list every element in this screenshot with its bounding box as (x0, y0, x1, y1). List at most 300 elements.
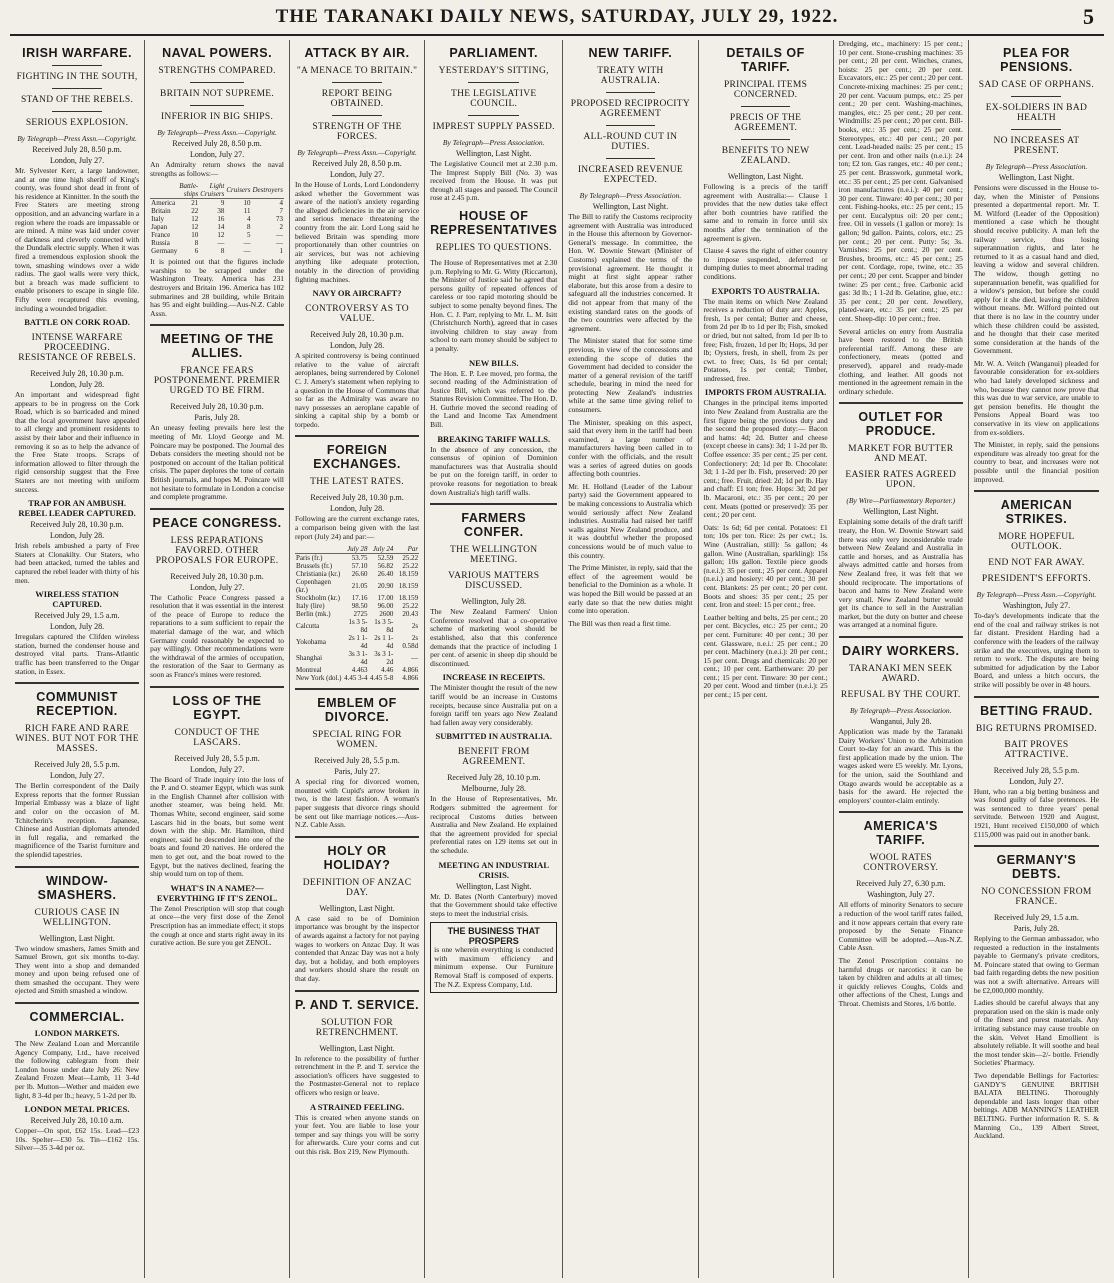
table-cell: 4.45 5-8 (370, 674, 394, 683)
received-line: Received July 28, 5.5 p.m. (174, 753, 260, 763)
dateline: Wellington, Last Night. (319, 903, 395, 913)
article-body: Mr. W. A. Veitch (Wanganui) pleaded for favourable consideration for ex-soldiers who had lately developed sickness and who, because they cannot now prove that this was due to war service, are unable to get pension benefits. He thought the Pensions Appeal Board was too conservative in its view on applications from ex-soldiers. (973, 358, 1099, 437)
article-body: A spirited controversy is being continued relative to the value of aircraft aeroplanes, being surrendered by Colonel C. J. Amery's statement when replying to a question in the House of Commons that so far as the Admiralty was aware no navy possesses an aeroplane capable of sinking a capital ship by a bomb or torpedo. (294, 351, 420, 429)
table-cell: 4.45 3-4 (344, 674, 368, 683)
table-cell: 2s 0.58d (402, 634, 419, 651)
table-header-row (295, 545, 419, 554)
advertisement-body: This is created when anyone stands on your feet. You are liable to lose your temper and say things you will be sorry for afterwards. Cure your corns and cut out this risk. Box 219, New Plymouth. (294, 1112, 420, 1156)
table-cell: 2s 1 1-4d (374, 634, 394, 651)
subheading: BREAKING TARIFF WALLS. (437, 433, 551, 444)
subheading: SUBMITTED IN AUSTRALIA. (435, 731, 552, 742)
table-row (295, 594, 419, 602)
headline-betting-fraud: BETTING FRAUD. (980, 703, 1093, 718)
table-cell: America (151, 199, 176, 208)
table-cell: Britain (151, 207, 171, 216)
advertisement-body: Ladies should be careful always that any preparation used on the skin is made only of the finest and purest materials. Any irritating substance may cause trouble on the skin. Velvet Hand Emollient is absolutely reliable. It will soothe and heal the most tender skin—2/- bottle. Friendly Societies' Pharmacy. (973, 998, 1099, 1068)
deck: EASIER RATES AGREED UPON. (845, 470, 957, 491)
table-row (150, 199, 284, 208)
divider (606, 158, 656, 159)
headline-loss-of-egypt: LOSS OF THE EGYPT. (172, 693, 262, 722)
advertisement-heading: A STRAINED FEELING. (309, 1101, 405, 1112)
divider (150, 508, 284, 510)
table-row (295, 554, 419, 563)
table-row (295, 666, 419, 674)
deck: THE LEGISLATIVE COUNCIL. (450, 89, 537, 109)
divider (741, 106, 791, 107)
table-row (295, 578, 419, 594)
dateline: Paris, July 27. (334, 767, 380, 777)
divider (295, 688, 419, 690)
article-body: The Minister stated that for some time previous, in view of the concessions and extending the scope of duties the Government had decided to consider the matter of a general revision of the tariff schedule, bearing in mind the need for protecting New Zealand's industries while at the same time giving relief to consumers. (568, 336, 693, 415)
article-body: Copper—On spot, £62 15s. Lead—£23 10s. Spelter—£30 5s. Tin—£162 15s. Silver—35 3-4d per oz. (15, 1126, 140, 1153)
byline: By Telegraph—Press Assn.—Copyright. (297, 148, 417, 157)
advertisement-body: is one wherein everything is conducted with maximum efficiency and minimum expense. Our Furniture Removal Staff is composed of experts. The N.Z. Express Company, Ltd. (434, 945, 554, 989)
table-header-cell (150, 182, 178, 199)
deck: REPLIES TO QUESTIONS. (435, 242, 552, 253)
dateline: Wellington, Last Night. (319, 1043, 395, 1053)
article-body: Application was made by the Taranaki Dairy Workers' Union to the Arbitration Court to-day for an award. This is the first application made by the union. The wages asked were £5 weekly. Mr. Lyons, for the union, said the Southland and Otago awards would be acceptable as a basis for the award. He rejected the employers' counter-claim entirely. (838, 727, 963, 805)
table-cell: Paris (fr.) (295, 554, 323, 563)
received-line: Received July 28, 10.30 p.m. (170, 571, 264, 581)
deck: BIG RETURNS PROMISED. (975, 723, 1097, 734)
dateline: London, July 27. (189, 150, 245, 159)
received-line: Received July 28, 10.30 p.m. (170, 402, 264, 412)
article-body: In the House of Lords, Lord Londonderry asked whether the Government was aware of the nation's anxiety regarding the alleged deficiencies in the air service and serious menace threatening the country from the air. Lord Long said he believed Britain was spending more proportionately than other countries on air services, but was not achieving anything like adequate protection, notably in the direction of providing fighting machines. (294, 180, 420, 284)
article-body: An important and widespread fight appears to be in progress on the Cork Road, which is so barricaded and mined that the local government have appealed to all clergy and prominent residents to assist by their labor and their influence in removing it so as to help the advance of the Free State troops. Scraps of information allowed to filter through the rigid censorship suggest that the Free Staters are not meeting with uniform success. (15, 390, 140, 494)
article-body: The Minister thought the result of the new tariff would be an increase in Customs receipts, because since Australia put on a foreign tariff ten years ago New Zealand had fallen away very considerably. (430, 683, 558, 727)
table-row (150, 231, 284, 239)
deck: REFUSAL BY THE COURT. (840, 690, 961, 701)
table-cell: 53.75 (351, 554, 368, 563)
table-cell: 12 (191, 223, 199, 232)
masthead-title: THE TARANAKI DAILY NEWS, SATURDAY, JULY 29, 1922. (275, 6, 839, 27)
dateline: London, July 27. (49, 156, 105, 165)
deck: YESTERDAY'S SITTING, (438, 66, 549, 76)
table-cell: Germany (151, 247, 178, 256)
table-header-cell: Light Cruisers (200, 182, 225, 199)
article-body: The Catholic Peace Congress passed a resolution that it was essential in the interest of the peace of Europe to reduce the reparations to a sum sufficient to repair the material damage of the war, and which Germany could reasonably be expected to pay willingly. Other recommendations were the withdrawal of the armies of occupation, the restoration of the Saar to Germany as soon as France's mines were restored. (150, 592, 284, 680)
article-body: Mr. D. Bates (North Canterbury) moved that the Government should take effective steps to meet the industrial crisis. (430, 891, 558, 918)
dateline: London, July 27. (189, 764, 245, 774)
subheading: WIRELESS STATION CAPTURED. (35, 589, 119, 610)
column-6 (699, 40, 834, 1278)
table-cell: 52.59 (377, 554, 394, 563)
received-line: Received July 28, 5.5 p.m. (993, 765, 1080, 775)
table-cell: — (411, 654, 419, 663)
table-row (150, 223, 284, 231)
dateline: Washington, July 27. (1002, 601, 1071, 611)
deck: CONDUCT OF THE LASCARS. (174, 727, 260, 748)
divider (974, 845, 1099, 847)
dateline: Wellington, Last Night. (727, 172, 804, 181)
article-body: Irish rebels ambushed a party of Free Staters at Clonakilty. Our Staters, who had been attacked, turned the tables and captured the rebel leader with thirty of his men. (15, 541, 140, 585)
table-cell: 2s 1 1-4d (348, 634, 368, 651)
article-body: Following is a precis of the tariff agreement with Australia:— Clause 1 provides that the new duties take effect after both countries have ratified the same and to remain in force until six months after the termination of the agreement is given. (703, 182, 828, 243)
dateline: London, July 27. (49, 771, 105, 781)
headline-holy-or-holiday: HOLY OR HOLIDAY? (323, 843, 391, 872)
dateline: Paris, July 28. (194, 413, 240, 423)
table-cell: 25.22 (402, 554, 419, 563)
deck: INFERIOR IN BIG SHIPS. (160, 112, 274, 122)
deck: PRESIDENT'S EFFORTS. (981, 574, 1091, 585)
table-cell: 2 (279, 223, 283, 232)
headline-emblem-of-divorce: EMBLEM OF DIVORCE. (317, 696, 397, 725)
received-line: Received July 28, 8.50 p.m. (312, 159, 402, 168)
headline-details-of-tariff: DETAILS OF TARIFF. (726, 46, 805, 74)
table-cell: Berlin (mk.) (295, 610, 331, 619)
table-cell: 8 (247, 223, 251, 232)
byline: By Telegraph—Press Association. (442, 138, 545, 147)
table-row (295, 562, 419, 570)
subheading: NAVY OR AIRCRAFT? (312, 288, 402, 299)
table-cell: 11 (243, 207, 251, 216)
table-row (295, 618, 419, 634)
received-line: Received July 28, 10.10 a.m. (30, 1116, 124, 1126)
dateline: Wellington, July 28. (461, 597, 527, 607)
page-number: 5 (1083, 4, 1094, 29)
dateline: London, July 27. (329, 170, 385, 179)
table-row (295, 674, 419, 682)
byline: By Telegraph—Press Association. (849, 706, 952, 716)
table-cell: 4.46 (381, 666, 394, 675)
subheading: LONDON METAL PRICES. (24, 1104, 130, 1115)
deck: PROPOSED RECIPROCITY AGREEMENT (570, 99, 691, 119)
table-cell: Italy (151, 215, 164, 224)
divider (15, 682, 139, 684)
article-body: Several articles on entry from Australia have been restored to the British preferential tariff. Among these are confectionery, meats (potted and preserved), apparel and ready-made clothing, and leather. All goods not mentioned in the agreement remain in the ordinary schedule. (838, 326, 963, 396)
table-cell: New York (dol.) (295, 674, 342, 683)
dateline: Wellington, Last Night. (39, 933, 115, 943)
headline-communist-reception: COMMUNIST RECEPTION. (36, 690, 118, 719)
table-cell: Stockholm (kr.) (295, 594, 340, 603)
subheading: NEW BILLS. (469, 357, 519, 368)
divider (150, 324, 284, 326)
table-cell: 4.866 (402, 666, 419, 675)
article-body: In the absence of any concession, the consensus of opinion of Dominion manufacturers was that Australia should be put on the foreign tariff, in order to provoke reasons for negotiation to break down Australia's high tariff walls. (430, 444, 558, 497)
table-cell: France (151, 231, 171, 240)
article-body: It is pointed out that the figures include warships to be scrapped under the Washington Treaty. America has 231 destroyers and Britain 196. America has 102 submarines and 28 building, while Britain has 95 and eight building.—Aus-N.Z. Cable Assn. (150, 257, 284, 318)
subheading: IMPORTS FROM AUSTRALIA. (704, 387, 827, 398)
table-row (150, 215, 284, 223)
article-body: All efforts of minority Senators to secure a reduction of the wool tariff rates failed, and it now appears certain that every rate proposed by the Senate Finance Committee will be adopted.—Aus-N.Z. Cable Assn. (838, 900, 963, 953)
table-cell: 12 (191, 215, 199, 224)
deck: STAND OF THE REBELS. (20, 95, 134, 105)
table-cell: 10 (191, 231, 199, 240)
deck: SAD CASE OF ORPHANS. (978, 80, 1095, 90)
table-cell: 25.22 (402, 562, 419, 571)
headline-americas-tariff: AMERICA'S TARIFF. (863, 819, 938, 848)
columns (10, 40, 1104, 1278)
table-cell: — (243, 247, 251, 256)
table-row (295, 634, 419, 650)
article-body: Oats: 1s 6d; 6d per cental. Potatoes: £1 ton; 10s per ton. Rice: 2s per cwt.; 1s. Wine (Australian, still): 5s gallon; 4s gallon. Wine (Australian, sparkling): 15s gallon; 10s gallon. Textile piece goods (n.e.i.): 35 per cent.; 25 per cent. Apparel (n.e.i.) and hosiery: 40 per cent.; 30 per cent. Blankets: 25 per cent.; 20 per cent. Boots and shoes: 35 per cent.; 25 per cent. Iron and steel: 15 per cent.; free. (703, 522, 828, 610)
table-row (150, 247, 284, 255)
column-1 (10, 40, 145, 1278)
table-cell: 5 (247, 231, 251, 240)
article-body: The Hon. E. P. Lee moved, pro forma, the second reading of the Administration of Justice Bill, which was referred to the Statutes Revision Committee. The Hon. D. H. Guthrie moved the second reading of the Land and Income Tax Amendment Bill. (430, 368, 558, 430)
received-line: Received July 28, 10.30 p.m. (30, 520, 124, 530)
table-cell: 1 (279, 247, 283, 256)
deck: PRECIS OF THE AGREEMENT. (729, 113, 802, 133)
dateline: Paris, July 28. (1013, 924, 1060, 934)
table-cell: 21 (191, 199, 199, 208)
table-cell: 26.60 (351, 570, 368, 579)
table-cell: 56.82 (377, 562, 394, 571)
divider (468, 115, 519, 116)
headline-naval-powers: NAVAL POWERS. (162, 46, 273, 60)
column-3 (290, 40, 425, 1278)
table-cell: 21.05 (351, 582, 368, 591)
article-body: The New Zealand Farmers' Union Conference resolved that a co-operative scheme of marketing wool should be established, also that this conference demands that the practice of including 1 per cent. of arsenic in sheep dip should be discontinued. (430, 607, 558, 668)
subheading: BATTLE ON CORK ROAD. (24, 317, 130, 328)
deck: INCREASED REVENUE EXPECTED. (577, 165, 683, 185)
table-cell: 8 (194, 239, 199, 248)
divider (974, 490, 1099, 492)
table-cell: 7 (279, 207, 283, 216)
byline: By Telegraph—Press Association. (985, 162, 1088, 171)
column-2 (145, 40, 290, 1278)
table-row (295, 610, 419, 618)
deck: THE WELLINGTON MEETING. (449, 545, 538, 566)
advertisement-heading: THE BUSINESS THAT PROSPERS (447, 926, 540, 947)
table-cell: 18.159 (398, 570, 419, 579)
divider (332, 115, 382, 116)
exchange-rates-table (295, 545, 419, 682)
deck: CONTROVERSY AS TO VALUE. (305, 304, 409, 325)
divider (52, 111, 102, 112)
received-line: Received July 28, 5.5 p.m. (314, 756, 400, 766)
divider (15, 866, 139, 868)
article-body: The Legislative Council met at 2.30 p.m. The Imprest Supply Bill (No. 3) was received from the House. It was put through all stages and passed. The Council rose at 2.45 p.m. (430, 159, 558, 203)
table-header-cell (295, 545, 343, 554)
subheading: EXPORTS TO AUSTRALIA. (711, 285, 820, 296)
table-header-cell: Destroyers (252, 182, 284, 199)
deck: INTENSE WARFARE PROCEEDING. RESISTANCE OF REBELS. (18, 333, 136, 364)
article-body: A special ring for divorced women, mounted with Cupid's arrow broken in two, is the latest fashion. A woman's paper suggests that divorce rings should be sent out like marriage notices.—Aus-N.Z. Cable Assn. (294, 777, 420, 830)
advertisement-body: Two dependable Bellings for Factories: GANDY'S GENUINE BRITISH BALATA BELTING. Thoroughly dependable and lasts longer than other beltings. ADB MANNING'S LEATHER BELTING. Further information R. S. & Manning Co., 139 Albert Street, Auckland. (973, 1071, 1099, 1141)
byline: By Telegraph—Press Assn.—Copyright. (17, 134, 137, 143)
byline: By Telegraph—Press Association. (579, 191, 682, 200)
table-cell: 17.00 (377, 594, 394, 603)
table-cell: Italy (lire) (295, 602, 325, 611)
table-cell: 17.16 (351, 594, 368, 603)
table-cell: Yokohama (295, 638, 326, 647)
divider (52, 88, 102, 89)
deck: BAIT PROVES ATTRACTIVE. (1004, 739, 1069, 760)
table-header-cell: July 28 (343, 545, 369, 554)
subheading: MEETING AN INDUSTRIAL CRISIS. (438, 859, 549, 880)
article-body: Irregulars captured the Clifden wireless station, burned the condenser house and destroyed vital parts. Trans-Atlantic traffic has been transferred to the Ongar station, in Essex. (15, 632, 140, 676)
deck: "A MENACE TO BRITAIN." (296, 66, 418, 76)
dateline: London, July 28. (329, 341, 385, 351)
advertisement-body: The Zenol Prescription contains no harmful drugs or narcotics: it can be taken by children and adults at all times; it quickly relieves Coughs, Colds and other affections of the Chest, Lungs and Throat. Chemists and Stores, 1/6 bottle. (838, 955, 963, 1008)
divider (974, 696, 1099, 698)
article-body: In reference to the possibility of further retrenchment in the P. and T. service the association's officers have suggested to the Postmaster-General not to replace officers who resign or leave. (294, 1053, 420, 1097)
received-line: Received July 29, 1.5 a.m. (34, 611, 120, 621)
headline-plea-for-pensions: PLEA FOR PENSIONS. (1000, 46, 1073, 74)
subheading: TRAP FOR AN AMBUSH. REBEL LEADER CAPTURED. (18, 498, 136, 519)
table-cell: 2600 (379, 610, 394, 619)
article-body: The Bill was then read a first time. (568, 618, 671, 628)
divider (468, 82, 519, 83)
table-cell: — (243, 239, 251, 248)
table-cell: 14 (217, 223, 225, 232)
article-body: Dredging, etc., machinery: 15 per cent.; 10 per cent. Stone-crushing machines: 35 per cent.; 20 per cent. Winches, cranes, hoists: 25 per cent.; 20 per cent. Excavators, etc.: 25 per cent.; 20 per cent. Concrete-mixing machines: 25 per cent.; 20 per cent. Vacuum pumps, etc.: 25 per cent.; 20 per cent. Washing-machines, mangles, etc.: 25 per cent.; 20 per cent. Windmills: 25 per cent.; 20 per cent. Bill-books, etc.: 35 per cent.; 25 per cent. Stereotypes, etc.: 40 per cent.; 20 per cent. Lead-headed nails: 25 per cent.; 15 per cent. Iron and other nails (n.e.i.): 24 ton; £2 ton. Gas ranges, etc.: 40 per cent.; 25 per cent. Brasswork, gunmetal work, etc.: 35 per cent.; 25 per cent. Galvanised iron manufactures (n.e.i.): 40 per cent.; 30 per cent. Tinware: 40 per cent.; 30 per cent. Fishing-hooks, etc.: 25 per cent.; 15 per cent. Eucalyptus oil: 20 per cent.; free. Oil in vessels (1 gallon or more): 1s gallon; 9d gallon. Paints, colors, etc.: 25 per cent.; 20 per cent. Putty: 5s; 3s. Varnishes: 25 per cent.; 20 per cent. Brushes, brooms, etc.: 45 per cent.; 25 per cent. Cordage, rope, twine, etc.: 35 per cent.; 20 per cent. Scapper and binder twine: 25 per cent.; free. Carbonic acid gas: 3d lb.; 1 1-2d lb. Gelatine, glue, etc.: 35 per cent.; 20 per cent. Jewellery, plated-ware, etc.: 35 per cent.; 25 per cent. Sheep-dip: 10 per cent.; free. (838, 39, 963, 323)
article-body: Hunt, who ran a big betting business and was found guilty of false pretences. He was sentenced to three years' penal servitude. Between 1920 and August, 1921, Hunt received £150,000 of which £115,000 was paid out in another bank. (973, 786, 1099, 839)
table-cell: 4 (247, 215, 251, 224)
article-body: In the House of Representatives, Mr. Rodgers submitted the agreement for reciprocal Customs duties between Australia and New Zealand. He explained that the agreement provided for special preferential rates on 129 items set out in the schedule. (430, 794, 558, 855)
table-cell: Copenhagen (kr.) (295, 578, 331, 595)
masthead (10, 4, 1104, 36)
article-body: Replying to the German ambassador, who requested a reduction in the instalments payable to Germany's private creditors, M. Poincare stated that owing to German bad faith regarding debts the new position was not a swift alternative. Arrears will be £2,000,000 monthly. (973, 934, 1099, 995)
headline-meeting-of-allies: MEETING OF THE ALLIES. (160, 332, 274, 361)
column-8 (969, 40, 1104, 1278)
received-line: Received July 28, 10.30 p.m. (310, 330, 404, 340)
article-body: The Bill to ratify the Customs reciprocity agreement with Australia was introduced in the House this afternoon by Governor-General's message. In committee, the Hon. W. Downie Stewart (Minister of Customs) explained the terms of the provisional agreement. He thought it might at first sight appear rather elaborate, but this arose from a desire to safeguard all the industries concerned. It did not appear from that many of the existing standard rates on the goods of the two countries were affected by the agreement. (568, 212, 693, 333)
headline-american-strikes: AMERICAN STRIKES. (1000, 498, 1073, 527)
table-cell: 2725 (353, 610, 368, 619)
headline-commercial: COMMERCIAL. (29, 1010, 125, 1025)
article-body: The New Zealand Loan and Mercantile Agency Company, Ltd., have received the following cablegram from their London house under date July 26: New Zealand Frozen Meat—Lamb, 11 3-4d per lb. Mutton—Wether and maiden ewe light, 8 3-4d per lb.; heavy, 5 1-2d per lb. (15, 1039, 140, 1100)
table-cell: Russia (151, 239, 170, 248)
table-header-cell: Battle-ships (179, 182, 199, 199)
subheading: LONDON MARKETS. (34, 1028, 120, 1039)
dateline: Wanganui, July 28. (869, 717, 932, 727)
deck: BENEFIT FROM AGREEMENT. (457, 747, 530, 768)
deck: STRENGTH OF THE FORCES. (312, 122, 402, 142)
divider (606, 125, 656, 126)
article-body: Leather belting and belts, 25 per cent.; 20 per cent. Bicycles, etc.: 25 per cent.; 20 per cent. Furniture: 40 per cent.; 30 per cent. Glassware, n.e.i.: 25 per cent.; 20 per cent. Machinery (n.e.i.): 20 per cent.; 15 per cent. Drugs and chemicals: 20 per cent.; 10 per cent. Earthenware: 20 per cent.; 15 per cent. Tinware: 30 per cent.; 20 per cent. Wood and timber (n.e.i.): 25 per cent.; 15 per cent. (703, 612, 828, 700)
table-cell: 57.10 (351, 562, 368, 571)
headline-foreign-exchanges: FOREIGN EXCHANGES. (313, 443, 401, 472)
dateline: Melbourne, July 28. (461, 784, 526, 794)
headline-peace-congress: PEACE CONGRESS. (152, 515, 282, 530)
subheading: INCREASE IN RECEIPTS. (442, 672, 545, 683)
article-body: Following are the current exchange rates, a comparison being given with the last report (July 24) and par:— (294, 514, 420, 541)
table-cell: 6 (194, 247, 199, 256)
received-line: Received July 29, 1.5 a.m. (993, 913, 1079, 923)
deck: FRANCE FEARS POSTPONEMENT. PREMIER URGED TO BE FIRM. (153, 366, 281, 397)
article-body: The Prime Minister, in reply, said that the effect of the agreement would be beneficial to the Dominion as a whole. It was hoped the Bill would be passed at an early date so that the new duties might come into operation. (568, 563, 693, 616)
article-body: Two window smashers, James Smith and Samuel Brown, got six months to-day. They went into a shop and demanded money and upon being refused one of them smashed the occupant. They were ejected and Smith smashed a window. (15, 943, 140, 996)
article-body: The Minister, in reply, said the pensions expenditure was already too great for the country to bear, and increases were not possible until the financial position improved. (973, 440, 1099, 484)
byline: (By Wire—Parliamentary Reporter.) (846, 496, 956, 506)
table-cell: 4 (279, 199, 283, 208)
divider (430, 503, 557, 505)
dateline: London, July 28. (329, 504, 385, 514)
table-cell: 25.22 (402, 602, 419, 611)
deck: THE LATEST RATES. (310, 477, 404, 488)
deck: SERIOUS EXPLOSION. (25, 118, 129, 128)
article-body: An uneasy feeling prevails here lest the meeting of Mr. Lloyd George and M. Poincare may be postponed. The Journal des Debats considers the meeting should not be postponed on account of the Italian political crisis. The paper deplores the tone of certain British journals, and hopes M. Poincare will not hesitate to formulate in London a concise and complete programme. (150, 423, 284, 502)
deck: EX-SOLDIERS IN BAD HEALTH (985, 103, 1088, 123)
deck: SPECIAL RING FOR WOMEN. (312, 730, 402, 751)
headline-new-tariff: NEW TARIFF. (588, 46, 673, 60)
headline-window-smashers: WINDOW-SMASHERS. (37, 873, 117, 902)
deck: BENEFITS TO NEW ZEALAND. (721, 146, 810, 166)
table-cell: Brussels (fr.) (295, 562, 333, 571)
headline-dairy-workers: DAIRY WORKERS. (842, 644, 960, 659)
table-cell: 4.463 (351, 666, 368, 675)
table-row (150, 207, 284, 215)
column-4 (425, 40, 563, 1278)
headline-germanys-debts: GERMANY'S DEBTS. (996, 853, 1077, 882)
divider (606, 92, 656, 93)
table-header-cell: July 24 (369, 545, 395, 554)
divider (15, 1002, 139, 1004)
divider (150, 686, 284, 688)
received-line: Received July 28, 10.10 p.m. (447, 773, 541, 783)
headline-house-of-representatives: HOUSE OF REPRESENTATIVES (430, 208, 558, 237)
table-row (295, 602, 419, 610)
deck: MARKET FOR BUTTER AND MEAT. (848, 444, 954, 465)
dateline: London, July 27. (189, 582, 245, 592)
table-cell: Calcutta (295, 622, 320, 631)
table-cell: 20.43 (402, 610, 419, 619)
received-line: Received July 28, 10.30 p.m. (310, 493, 404, 503)
table-header-row (150, 182, 284, 199)
table-cell: 3s 3 1-4d (348, 650, 368, 667)
table-cell: Japan (151, 223, 168, 232)
table-cell: 16 (217, 215, 225, 224)
table-row (295, 650, 419, 666)
deck: END NOT FAR AWAY. (988, 558, 1085, 569)
dateline: Wellington, Last Night. (456, 149, 532, 158)
table-cell: 22 (191, 207, 199, 216)
table-cell: Christiania (kr.) (295, 570, 341, 579)
table-cell: 9 (220, 199, 225, 208)
table-header-cell: Par (394, 545, 419, 554)
divider (1011, 96, 1061, 97)
table-cell: 1s 3 5-8d (348, 618, 368, 635)
divider (1011, 129, 1061, 130)
article-body: Pensions were discussed in the House to-day, when the Minister of Pensions presented a departmental report. Mr. T. M. Wilford (Leader of the Opposition) mentioned a case which he thought should receive publicity. A man left the railway service, thus losing superannuation rights, and later he returned to it as a casual hand and died, leaving a widow and several children. The widow, though getting no superannuation benefit, was qualified for a widow's pension, but before she could apply for it she died, leaving the children without means. Mr. Wilford pointed out that there is no law in the country under which these children could be assisted, and he thought that their case merited some consideration at the hands of the Government. (973, 183, 1099, 356)
table-cell: Shanghai (295, 654, 323, 663)
dateline: London, July 28. (49, 622, 105, 632)
dateline: London, July 28. (49, 531, 105, 541)
table-cell: — (275, 231, 283, 240)
article-body: The Berlin correspondent of the Daily Express reports that the former Russian Imperial Embassy was a blaze of light and color on the occasion of M. Tchitcherin's reception. Japanese, Chinese and Austrian diplomats attended in full regalia, and remarked the magnificence of the Tsarist furniture and the splendid tapestries. (15, 781, 140, 859)
advertisement-heading: WHAT'S IN A NAME?—EVERYTHING IF IT'S ZENOL. (156, 882, 278, 903)
dateline: Wellington, Last Night. (863, 507, 939, 517)
received-line: Received July 27, 6.30 p.m. (856, 879, 946, 889)
deck: RICH FARE AND RARE WINES. BUT NOT FOR THE MASSES. (15, 724, 139, 755)
table-cell: 18.159 (398, 582, 419, 591)
article-body: An Admiralty return shows the naval strengths as follows:— (150, 160, 284, 178)
received-line: Received July 28, 5.5 p.m. (34, 760, 120, 770)
deck: TREATY WITH AUSTRALIA. (597, 66, 664, 86)
divider (741, 139, 791, 140)
divider (332, 82, 382, 83)
article-body: Changes in the principal items imported into New Zealand from Australia are the first figure being the previous duty and the second the proposed duty:— Bacon and hams: 4d; 2d. Butter and cheese (except cheese in cans): 3d; 1 1-2d per lb. Coffee essence: 35 per cent.; 25 per cent. Confectionery: 2d; 1d per lb. Chocolate: 3d; 1 1-2d per lb. Fish, preserved: 20 per cent.; free. Fruit, dried: 2d; 1d per lb. Hay and chaff: £1 ton; free. Hops: 3d; 2d per lb. Macaroni, etc.: 35 per cent.; 20 per cent. Meats (potted or preserved): 35 per cent.; 20 per cent. (703, 398, 828, 520)
table-cell: 26.40 (377, 570, 394, 579)
divider (295, 435, 419, 437)
deck: FIGHTING IN THE SOUTH, (16, 72, 138, 82)
table-cell: 8 (220, 247, 225, 256)
received-line: Received July 28, 8.50 p.m. (32, 145, 122, 154)
table-cell: 98.50 (351, 602, 368, 611)
headline-outlet-for-produce: OUTLET FOR PRODUCE. (858, 410, 944, 439)
article-body: The main items on which New Zealand receives a reduction of duty are: Apples, fresh, 1s per cental; Butter and cheese, from 2d per lb to 1d per lb; Fish, smoked or dried, but not salted, from 1d per lb to free; Fish, frozen, 1d per lb; Hops, 3d per lb; Oysters, fresh, in shell, from 2s per cwt. to free; Oats, 1s 6d per cental; Potatoes, 1s per cental; Timber, undressed, free. (703, 296, 828, 383)
deck: NO CONCESSION FROM FRANCE. (981, 887, 1092, 908)
column-7 (834, 40, 969, 1278)
article-body: Explaining some details of the draft tariff treaty, the Hon. W. Downie Stewart said there was only very inconsiderable trade between New Zealand and Australia in cattle and horses, and as Australia has always admitted cattle and horses from New Zealand free, it was felt that we should reciprocate. The importations of bacon and hams to New Zealand were very small. New Zealand butter would get its chance to sell in the Australian market, but the duty on butter and cheese was arranged at a nominal figure. (838, 517, 963, 630)
byline: By Telegraph—Press Assn.—Copyright. (976, 590, 1097, 600)
deck: CURIOUS CASE IN WELLINGTON. (34, 907, 120, 928)
table-cell: — (275, 239, 283, 248)
deck: MORE HOPEFUL OUTLOOK. (998, 532, 1075, 553)
advertisement-box (430, 922, 557, 993)
